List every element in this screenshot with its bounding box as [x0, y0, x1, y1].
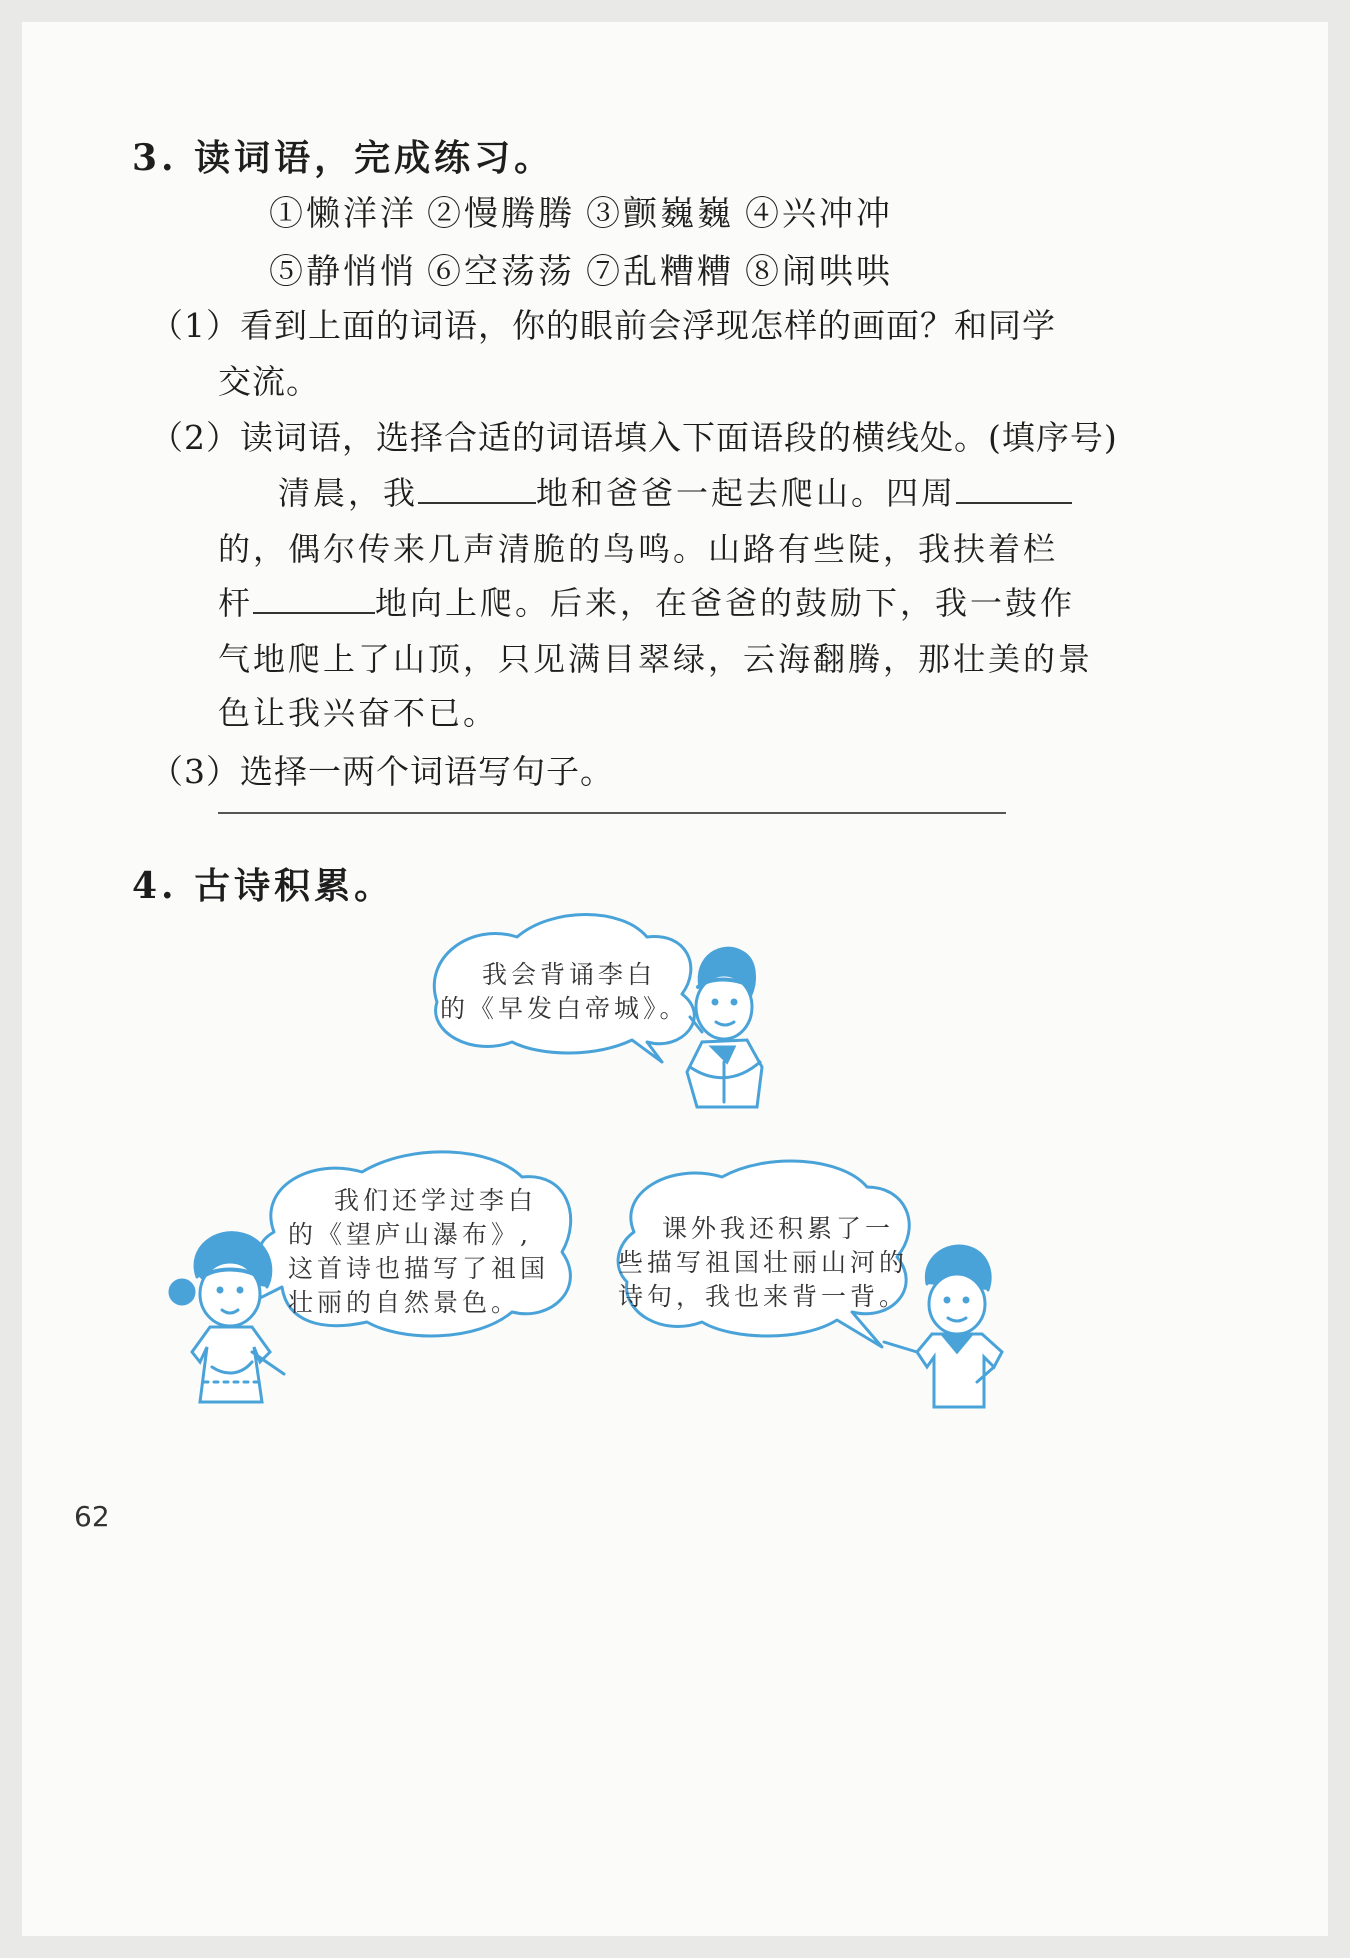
boy-character-1	[687, 948, 762, 1107]
bubble-boy2-line-3: 诗句，我也来背一背。	[618, 1282, 909, 1311]
passage-text: 地和爸爸一起去爬山。四周	[536, 474, 957, 512]
word-option-6: ⑥空荡荡	[427, 252, 575, 292]
passage-text: 地向上爬。后来，在爸爸的鼓励下，我一鼓作	[375, 584, 1076, 622]
passage-text: 杆	[218, 584, 254, 622]
bubble-boy1-line-1: 我会背诵李白	[482, 960, 657, 989]
word-option-3: ③颤巍巍	[586, 194, 734, 234]
part-3-prompt: （3）选择一两个词语写句子。	[150, 752, 614, 791]
part-2-prompt: （2）读词语，选择合适的词语填入下面语段的横线处。(填序号)	[150, 418, 1118, 457]
page-number: 62	[74, 1500, 110, 1533]
bubble-girl-line-2: 的《望庐山瀑布》,	[288, 1220, 532, 1249]
bubble-girl-line-4: 壮丽的自然景色。	[288, 1288, 521, 1317]
question-3-heading: 3. 读词语，完成练习。	[132, 137, 555, 179]
passage-line-4: 气地爬上了山顶，只见满目翠绿，云海翻腾，那壮美的景	[218, 640, 1094, 678]
word-option-5: ⑤静悄悄	[269, 252, 417, 292]
word-option-7: ⑦乱糟糟	[586, 252, 734, 292]
bubble-boy2-line-1: 课外我还积累了一	[662, 1214, 895, 1243]
bubble-girl-line-1: 我们还学过李白	[334, 1186, 538, 1215]
girl-character	[170, 1233, 284, 1402]
workbook-page	[22, 22, 1328, 1936]
illustration-layer	[22, 22, 1328, 1936]
passage-line-2: 的，偶尔传来几声清脆的鸟鸣。山路有些陡，我扶着栏	[218, 530, 1059, 568]
bubble-girl-line-3: 这首诗也描写了祖国	[288, 1254, 550, 1283]
word-option-4: ④兴冲冲	[745, 194, 893, 234]
bubble-boy2-line-2: 些描写祖国壮丽山河的	[618, 1248, 909, 1277]
question-4-heading: 4. 古诗积累。	[132, 865, 395, 907]
part-1-prompt: （1）看到上面的词语，你的眼前会浮现怎样的画面？和同学	[150, 306, 1056, 345]
word-option-8: ⑧闹哄哄	[745, 252, 893, 292]
part-1-prompt-cont: 交流。	[218, 362, 320, 401]
word-option-2: ②慢腾腾	[427, 194, 575, 234]
word-option-1: ①懒洋洋	[269, 194, 417, 234]
bubble-boy1-line-2: 的《早发白帝城》。	[440, 994, 689, 1023]
passage-line-5: 色让我兴奋不已。	[218, 694, 499, 732]
passage-text: 清晨，我	[278, 474, 419, 512]
